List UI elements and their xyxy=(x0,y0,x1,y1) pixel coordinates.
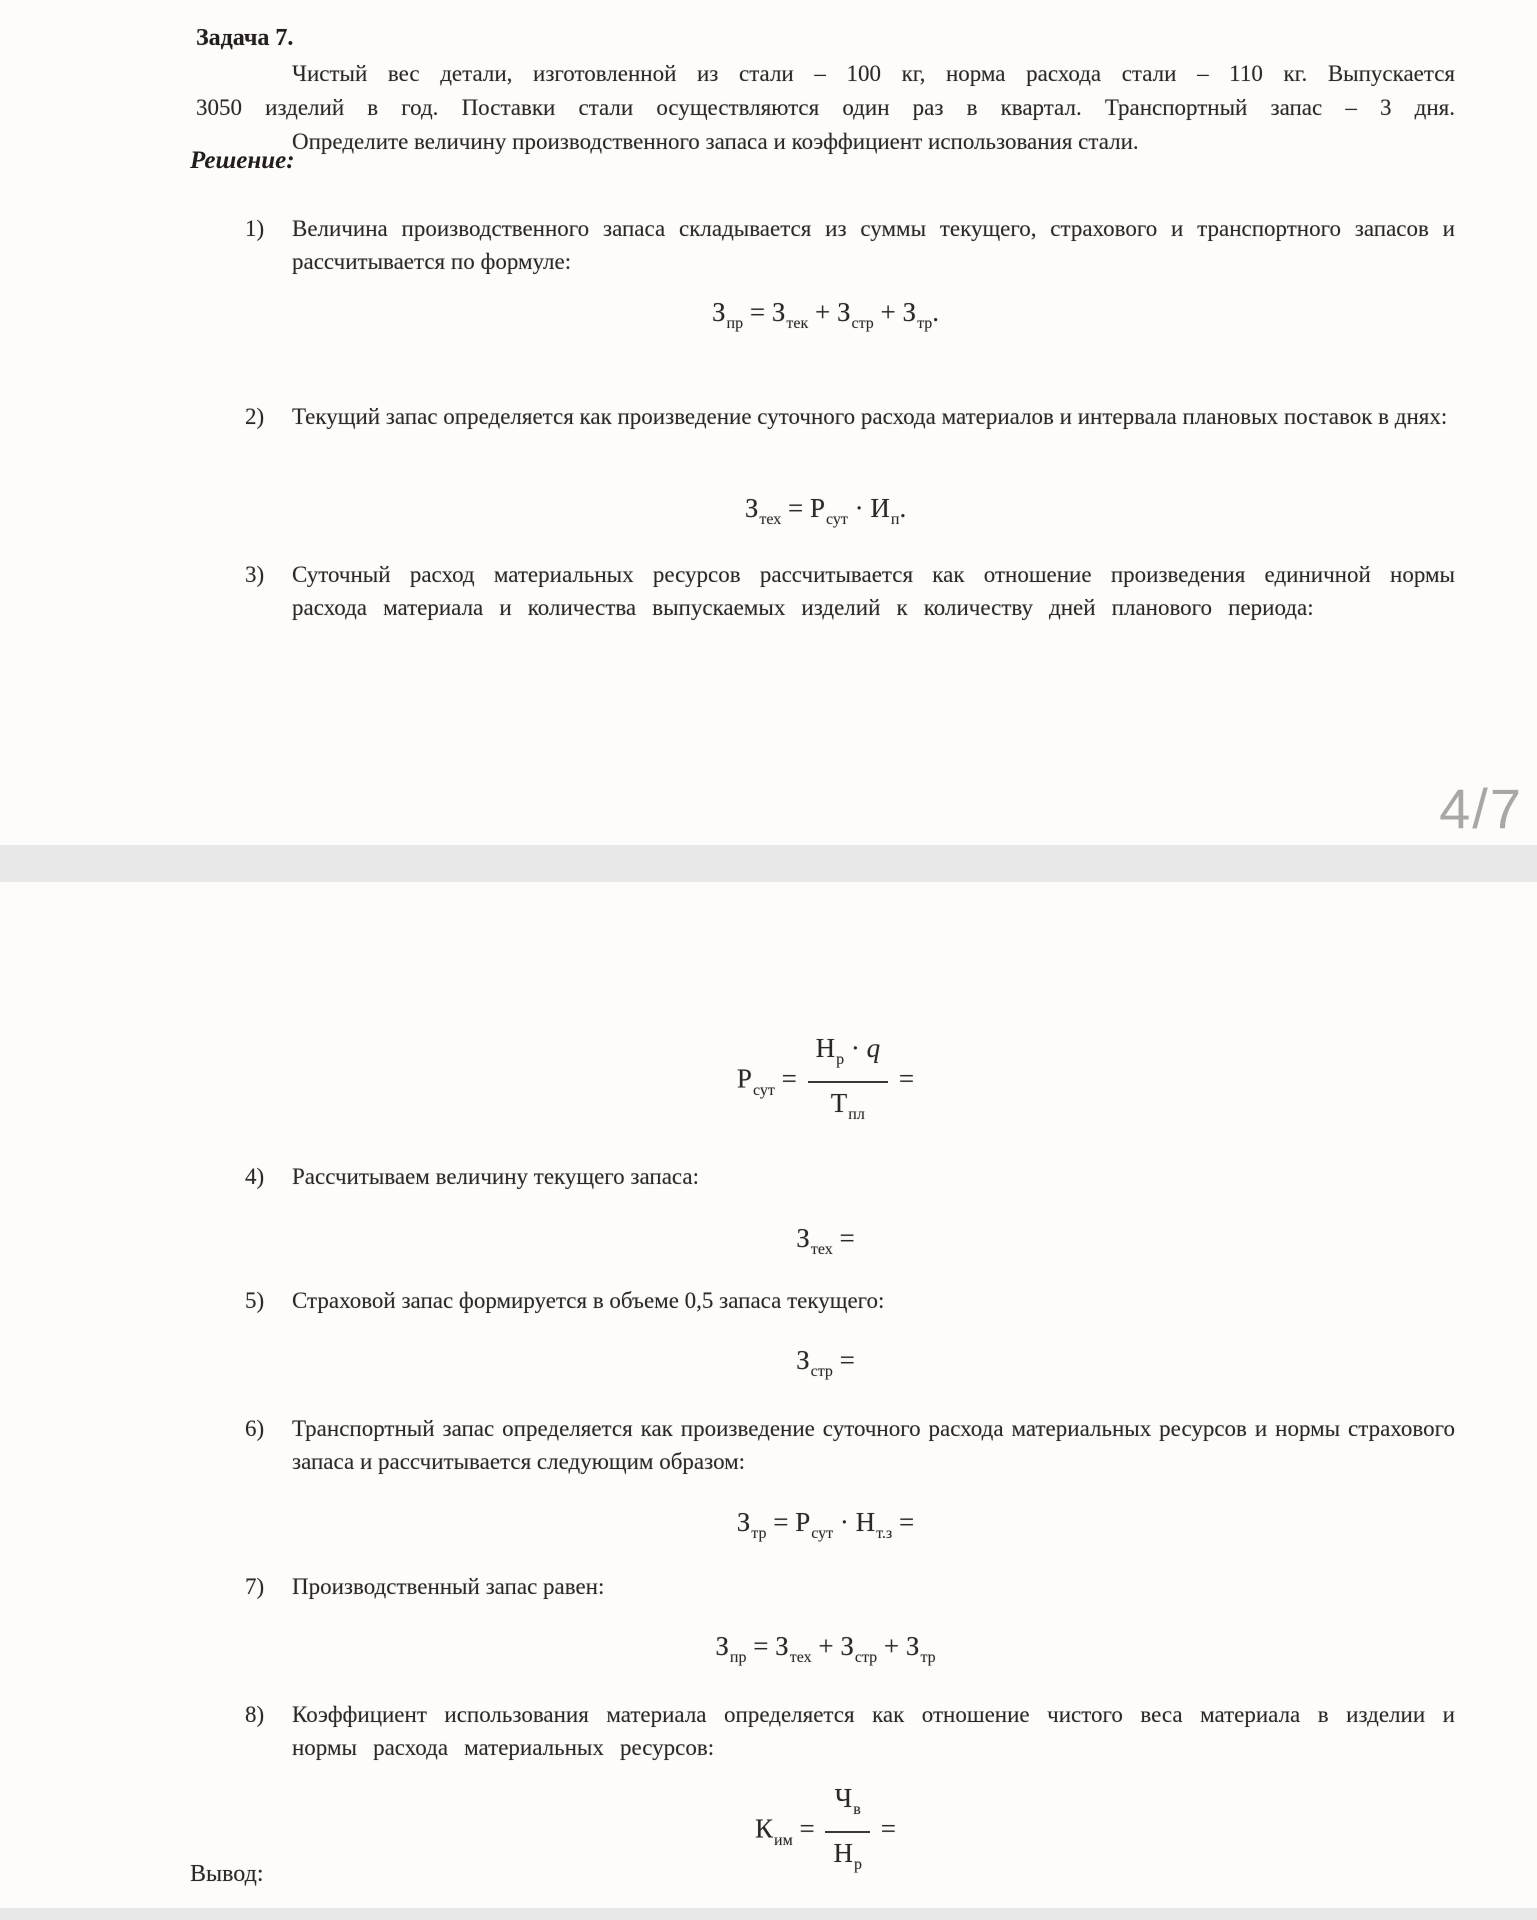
problem-statement-line: 3050 изделий в год. Поставки стали осуществляются один раз в квартал. Транспортный запас – 3 дня. xyxy=(196,95,1455,120)
item-number: 4) xyxy=(245,1164,265,1189)
problem-statement-line: Чистый вес детали, изготовленной из стали – 100 кг, норма расхода стали – 110 кг. Выпускается xyxy=(292,61,1455,86)
formula-utilization-coefficient: $К_{им}$ = $\frac{Ч_в}{Н_р}$ = xyxy=(755,1783,896,1873)
item-number: 6) xyxy=(245,1416,265,1441)
solution-item xyxy=(245,1160,1455,1193)
formula-safety-stock-value: $З_{стр}$ = xyxy=(796,1345,855,1380)
page-indicator: 4/7 xyxy=(1439,777,1523,840)
solution-item xyxy=(245,1570,1455,1603)
item-text: Производственный запас равен: xyxy=(292,1574,605,1599)
item-number: 1) xyxy=(245,216,265,241)
next-page-separator-edge xyxy=(0,1908,1537,1920)
item-number: 8) xyxy=(245,1702,265,1727)
problem-statement-line: Определите величину производственного запаса и коэффициент использования стали. xyxy=(292,129,1139,154)
item-text: Величина производственного запаса складывается из суммы текущего, страхового и транспортного запасов и рассчитывается по формуле: xyxy=(292,216,1455,274)
solution-item xyxy=(245,400,1455,433)
problem-title: Задача 7. xyxy=(196,25,294,51)
solution-item xyxy=(245,1412,1455,1478)
solution-item xyxy=(245,1698,1455,1764)
item-text: Транспортный запас определяется как произведение суточного расхода материальных ресурсов и нормы страхового запаса и рассчитывается следующим образом: xyxy=(292,1416,1455,1474)
solution-label: Решение: xyxy=(190,147,295,174)
item-text: Текущий запас определяется как произведение суточного расхода материалов и интервала плановых поставок в днях: xyxy=(292,404,1448,429)
solution-item xyxy=(245,212,1455,278)
formula-daily-consumption: $Р_{сут}$ = $\frac{Н_р \cdot q}{Т_{пл}}$ = xyxy=(736,1033,915,1123)
formula-production-stock-sum: $З_{пр} = З_{тек} + З_{стр} + З_{тр}$. xyxy=(712,297,939,332)
solution-item xyxy=(245,1284,1455,1317)
formula-transport-stock: $З_{тр} = Р_{сут} \cdot Н_{т.з}$ = xyxy=(736,1507,915,1542)
item-number: 2) xyxy=(245,404,265,429)
item-text: Суточный расход материальных ресурсов рассчитывается как отношение произведения единичной нормы расхода материала и количества выпускаемых изделий к количеству дней планового периода: xyxy=(292,562,1455,620)
item-text: Страховой запас формируется в объеме 0,5 запаса текущего: xyxy=(292,1288,885,1313)
item-text: Коэффициент использования материала определяется как отношение чистого веса материала в изделии и нормы расхода материальных ресурсов: xyxy=(292,1702,1455,1760)
item-number: 5) xyxy=(245,1288,265,1313)
item-number: 3) xyxy=(245,562,265,587)
page-separator-band xyxy=(0,845,1537,882)
formula-current-stock: $З_{тех} = Р_{сут} \cdot И_п$. xyxy=(744,493,907,528)
formula-production-stock-total: $З_{пр} = З_{тех} + З_{стр} + З_{тр}$ xyxy=(715,1631,936,1666)
item-number: 7) xyxy=(245,1574,265,1599)
solution-item xyxy=(245,558,1455,624)
item-text: Рассчитываем величину текущего запаса: xyxy=(292,1164,700,1189)
formula-current-stock-value: $З_{тех}$ = xyxy=(796,1223,855,1258)
conclusion-label: Вывод: xyxy=(190,1861,264,1887)
